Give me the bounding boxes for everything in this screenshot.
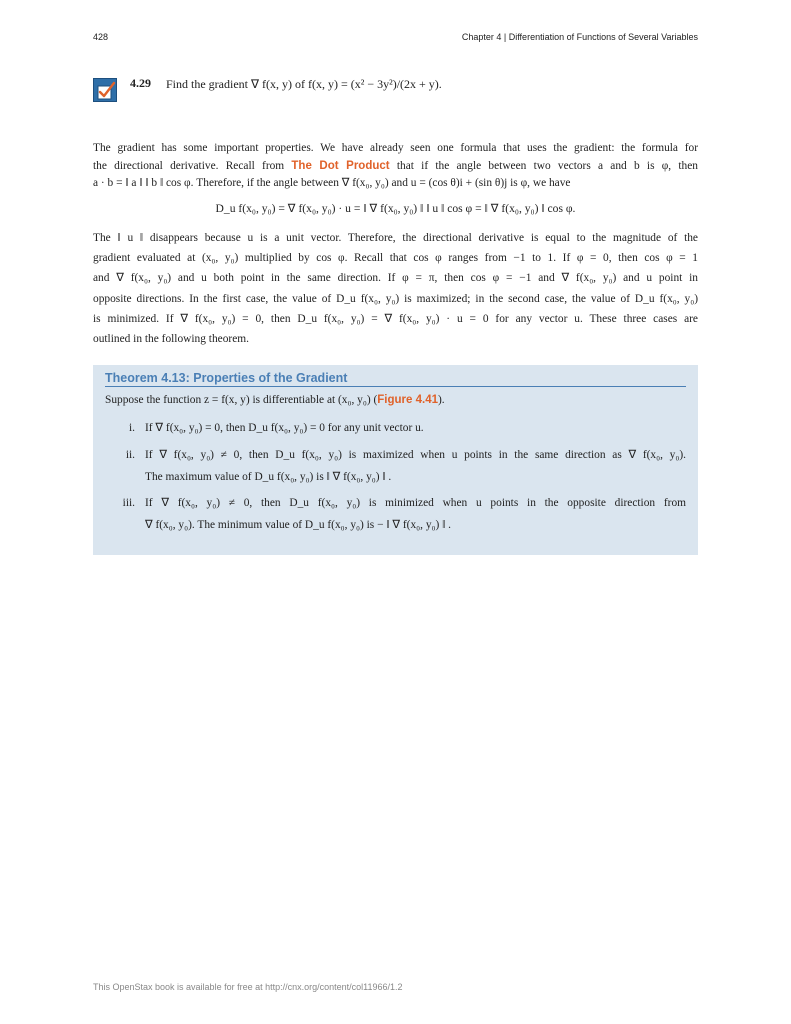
paragraph-line: is minimized. If ∇ f(x₀, y₀) = 0, then D_u f(x₀, y₀) = ∇ f(x₀, y₀) · u = 0 for any vector u. These three cases are: [93, 312, 698, 325]
theorem-title: Theorem 4.13: Properties of the Gradient: [105, 371, 686, 387]
paragraph-line: The gradient has some important properties. We have already seen one formula that uses the gradient: the formula for: [93, 142, 698, 154]
paragraph-gradient-properties: [93, 140, 698, 193]
item-number: iii.: [122, 497, 135, 509]
paragraph-directional-derivative: [93, 228, 698, 349]
page-header: [93, 30, 698, 44]
page-footer: This OpenStax book is available for free at http://cnx.org/content/col11966/1.2: [93, 982, 403, 992]
page-number: 428: [93, 32, 109, 42]
paragraph-line: gradient evaluated at (x₀, y₀) multiplied by cos φ. Recall that cos φ ranges from −1 to 1. If φ = 0, then cos φ = 1: [93, 252, 698, 265]
exercise-text: Find the gradient ∇ f(x, y) of f(x, y) = (x² − 3y²)/(2x + y).: [166, 77, 442, 91]
dot-product-link[interactable]: The Dot Product: [291, 159, 390, 172]
paragraph-line: and ∇ f(x₀, y₀) and u both point in the same direction. If φ = π, then cos φ = −1 and ∇ f(x₀, y₀) and u point in: [93, 272, 698, 285]
item-line: ∇ f(x₀, y₀). The minimum value of D_u f(x₀, y₀) is − ‖ ∇ f(x₀, y₀) ‖ .: [145, 519, 452, 531]
theorem-box: [93, 365, 698, 555]
item-line: If ∇ f(x₀, y₀) = 0, then D_u f(x₀, y₀) = 0 for any unit vector u.: [145, 422, 424, 434]
paragraph-line: the directional derivative. Recall from The Dot Product that if the angle between two vectors a and b is φ, then: [93, 159, 698, 172]
checkmark-exercise-icon: [93, 78, 117, 102]
paragraph-line: opposite directions. In the first case, the value of D_u f(x₀, y₀) is maximized; in the second case, the value of D_u f(x₀, y₀): [93, 292, 698, 305]
item-line: If ∇ f(x₀, y₀) ≠ 0, then D_u f(x₀, y₀) is maximized when u points in the same direction as ∇ f(x₀, y₀).: [145, 449, 686, 461]
figure-link[interactable]: Figure 4.41: [377, 394, 438, 406]
chapter-title: Chapter 4 | Differentiation of Functions of Several Variables: [461, 32, 698, 42]
exercise-block: [93, 74, 698, 104]
item-number: ii.: [125, 449, 135, 461]
exercise-number: 4.29: [130, 76, 151, 90]
theorem-intro: Suppose the function z = f(x, y) is differentiable at (x₀, y₀) (Figure 4.41).: [105, 394, 445, 406]
paragraph-line: The ‖ u ‖ disappears because u is a unit vector. Therefore, the directional derivative is equal to the magnitude of the: [93, 232, 698, 244]
paragraph-line: outlined in the following theorem.: [93, 332, 249, 345]
directional-derivative-equation: D_u f(x₀, y₀) = ∇ f(x₀, y₀) · u = ‖ ∇ f(x₀, y₀) ‖ ‖ u ‖ cos φ = ‖ ∇ f(x₀, y₀) ‖ cos φ.: [215, 202, 576, 215]
paragraph-line: a · b = ‖ a ‖ ‖ b ‖ cos φ. Therefore, if the angle between ∇ f(x₀, y₀) and u = (cos θ)i + (sin θ)j is φ, we have: [93, 177, 571, 189]
item-number: i.: [128, 422, 135, 434]
item-line: If ∇ f(x₀, y₀) ≠ 0, then D_u f(x₀, y₀) is minimized when u points in the opposite direction from: [145, 497, 686, 509]
item-line: The maximum value of D_u f(x₀, y₀) is ‖ ∇ f(x₀, y₀) ‖ .: [145, 471, 392, 483]
